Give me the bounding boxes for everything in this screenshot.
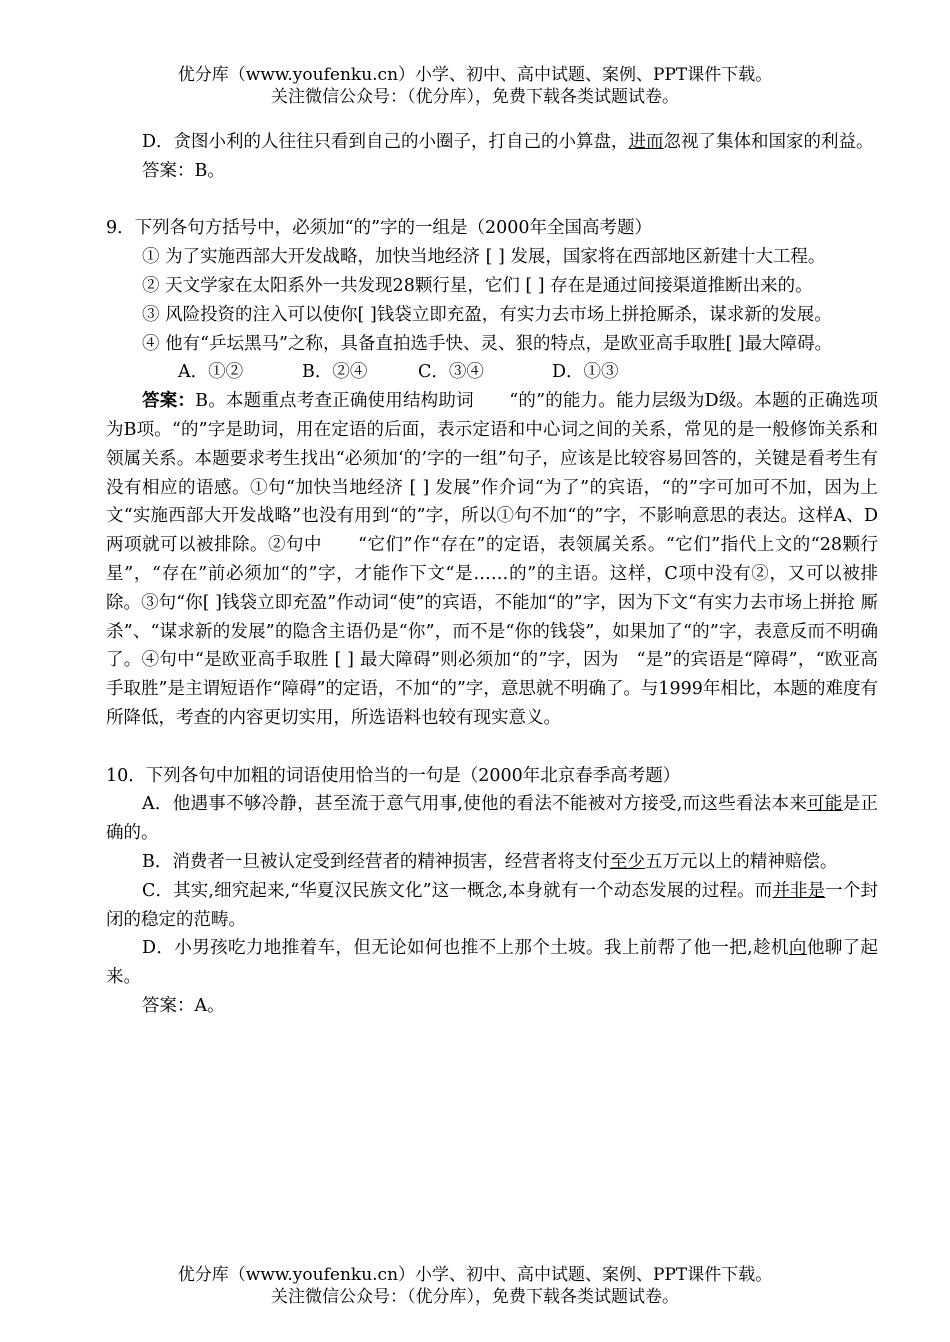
underlined-word: 进而 [628,132,664,152]
header-line-1: 优分库（www.youfenku.cn）小学、初中、高中试题、案例、PPT课件下载。 [177,65,773,85]
q9-option-b: B．②④ [302,362,368,383]
q9-option-d: D．①③ [552,362,619,383]
q9-sentence-2: ② 天文学家在太阳系外一共发现28颗行星，它们 [ ] 存在是通过间接渠道推断出来的。 [142,275,813,296]
q9-option-c: C．③④ [418,362,484,383]
footer-line-2: 关注微信公众号：（优分库），免费下载各类试题试卷。 [271,1287,679,1307]
underlined-word: 至少 [609,851,645,872]
q10-answer: 答案：A。 [142,995,225,1016]
q10-option-a: A．他遇事不够冷静，甚至流于意气用事,使他的看法不能被对方接受,而这些看法本来可能是正确的。 [106,794,879,844]
q9-options [106,358,878,387]
q9-sentence-1: ① 为了实施西部大开发战略，加快当地经济 [ ] 发展，国家将在西部地区新建十大工程。 [142,247,826,268]
page-footer [0,1264,950,1308]
q9-stem: 9．下列各句方括号中，必须加“的”字的一组是（2000年全国高考题） [106,218,653,239]
underlined-word: 向 [788,938,807,959]
header-line-2: 关注微信公众号：（优分库），免费下载各类试题试卷。 [271,87,679,107]
q10-stem: 10．下列各句中加粗的词语使用恰当的一句是（2000年北京春季高考题） [106,765,681,786]
footer-line-1: 优分库（www.youfenku.cn）小学、初中、高中试题、案例、PPT课件下载。 [177,1265,773,1285]
underlined-word: 并非是 [772,880,826,901]
answer-explanation: B。本题重点考查正确使用结构助词 “的”的能力。能力层级为D级。本题的正确选项为B项。“的”字是助词，用在定语的后面，表示定语和中心词之间的关系，常见的是一般修饰关系和领属关系。本题要求考生找出“必须加‘的’字的一组”句子，应该是比较容易回答的，关键是看考生有没有相应的语感。①句“加快当地经济 [ ] 发展”作介词“为了”的宾语，“的”字可加可不加，因为上文“实施西部大开发战略”也没有用到“的”字，所以①句不加“的”字，不影响意思的表达。这样A、D两项就可以被排除。②句中 “它们”作“存在”的定语，表领属关系。“它们”指代上文的“28颗行星”，“存在”前必须加“的”字，才能作下文“是……的”的主语。这样，C项中没有②，又可以被排除。③句“你[ ]钱袋立即充盈”作动词“使”的宾语，不能加“的”字，因为下文“有实力去市场上拼抢 厮杀”、“谋求新的发展”的隐含主语仍是“你”，而不是“你的钱袋”，如果加了“的”字，表意反而不明确了。④句中“是欧亚高手取胜 [ ] 最大障碍”则必须加“的”字，因为 “是”的宾语是“障碍”，“欧亚高手取胜”是主谓短语作“障碍”的定语，不加“的”字，意思就不明确了。与1999年相比，本题的难度有所降低，考查的内容更切实用，所选语料也较有现实意义。 [106,391,879,728]
q10-option-c: C．其实,细究起来,“华夏汉民族文化”这一概念,本身就有一个动态发展的过程。而并非是一个封闭的稳定的范畴。 [106,880,879,930]
q10-option-b: B．消费者一旦被认定受到经营者的精神损害，经营者将支付至少五万元以上的精神赔偿。 [142,851,838,872]
q8-answer: 答案：B。 [142,160,225,181]
document-body [106,128,878,1021]
q10-option-d: D．小男孩吃力地推着车，但无论如何也推不上那个土坡。我上前帮了他一把,趁机向他聊了起来。 [106,938,879,988]
q9-sentence-4: ④ 他有“乒坛黑马”之称，具备直拍选手快、灵、狠的特点，是欧亚高手取胜[ ]最大障碍。 [142,333,833,354]
underlined-word: 可能 [807,794,843,815]
q8-option-d: D．贪图小利的人往往只看到自己的小圈子，打自己的小算盘，进而忽视了集体和国家的利益。 [142,132,874,152]
page-header [0,64,950,108]
answer-label: 答案： [142,391,196,412]
q9-answer [106,387,878,733]
q9-option-a: A．①② [178,362,244,383]
q9-sentence-3: ③ 风险投资的注入可以使你[ ]钱袋立即充盈，有实力去市场上拼抢厮杀，谋求新的发展。 [142,304,832,325]
